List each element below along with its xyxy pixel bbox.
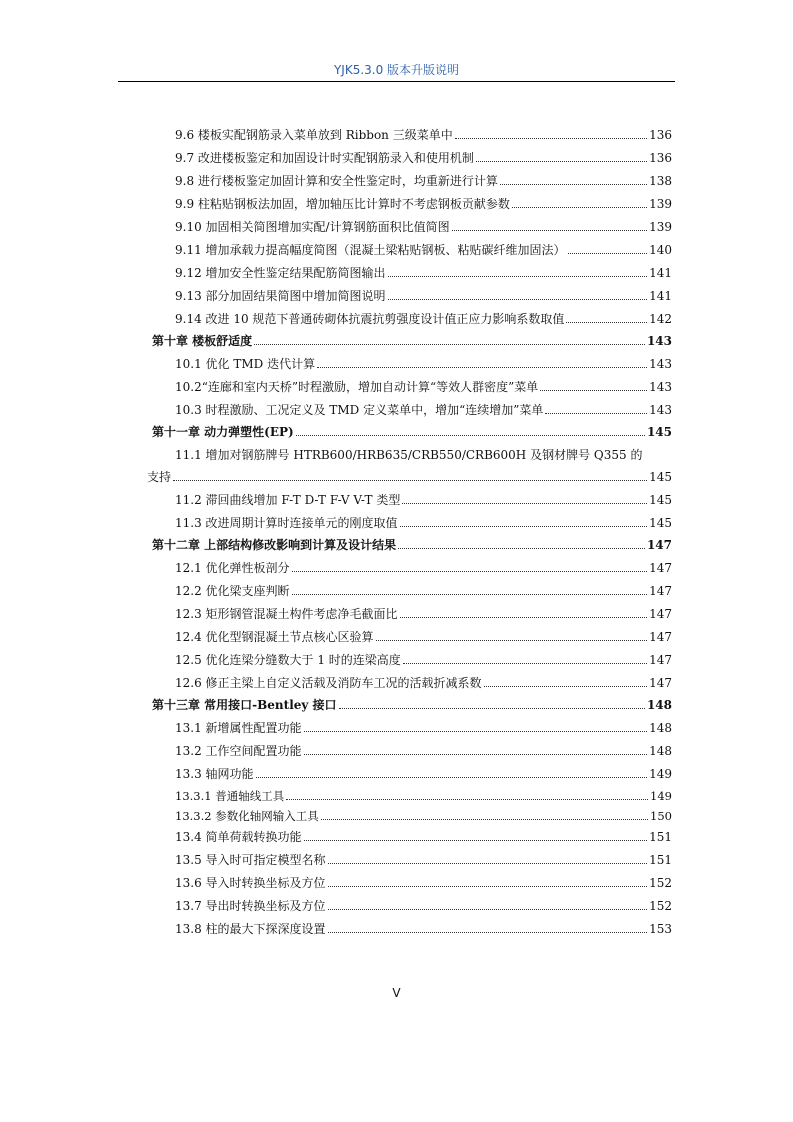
toc-entry-label: 12.3 矩形钢管混凝土构件考虑净毛截面比 (175, 607, 398, 621)
toc-entry[interactable] (0, 191, 672, 211)
toc-subentry[interactable] (0, 783, 672, 803)
toc-entry[interactable] (0, 624, 672, 644)
toc-entry-label: 13.7 导出时转换坐标及方位 (175, 899, 326, 913)
toc-entry-page: 147 (649, 630, 672, 644)
toc-entry-page: 153 (649, 922, 672, 936)
toc-chapter[interactable] (0, 419, 672, 439)
toc-entry-label: 9.14 改进 10 规范下普通砖砌体抗震抗剪强度设计值正应力影响系数取值 (175, 312, 565, 326)
leader-dots (286, 799, 648, 800)
toc-entry-page: 151 (649, 853, 672, 867)
toc-entry-page: 148 (646, 698, 672, 712)
leader-dots (328, 909, 648, 910)
leader-dots (388, 276, 648, 277)
toc-entry-page: 139 (649, 220, 672, 234)
toc-entry-page: 147 (649, 607, 672, 621)
toc-entry-page: 139 (649, 197, 672, 211)
leader-dots (256, 777, 648, 778)
leader-dots (321, 819, 648, 820)
toc-entry[interactable] (0, 487, 672, 507)
toc-entry-page: 143 (649, 357, 672, 371)
toc-entry[interactable] (0, 670, 672, 690)
toc-entry-label: 9.8 进行楼板鉴定加固计算和安全性鉴定时，均重新进行计算 (175, 174, 498, 188)
leader-dots (328, 863, 648, 864)
leader-dots (403, 663, 647, 664)
leader-dots (304, 840, 648, 841)
toc-entry-label: 9.13 部分加固结果简图中增加简图说明 (175, 289, 386, 303)
toc-entry-page: 143 (649, 380, 672, 394)
toc-entry[interactable] (0, 847, 672, 867)
toc-entry-label: 12.5 优化连梁分缝数大于 1 时的连梁高度 (175, 653, 401, 667)
toc-entry[interactable] (0, 122, 672, 142)
toc-chapter[interactable] (0, 328, 672, 348)
toc-entry-page: 145 (649, 493, 672, 507)
leader-dots (296, 435, 645, 436)
toc-entry-label: 10.2“连廊和室内天桥”时程激励，增加自动计算“等效人群密度”菜单 (175, 380, 539, 394)
toc-entry-label: 13.3 轴网功能 (175, 767, 254, 781)
toc-entry-page: 150 (650, 809, 672, 823)
toc-entry-label: 9.6 楼板实配钢筋录入菜单放到 Ribbon 三级菜单中 (175, 128, 453, 142)
toc-entry-label: 10.3 时程激励、工况定义及 TMD 定义菜单中，增加“连续增加”菜单 (175, 403, 544, 417)
leader-dots (328, 886, 648, 887)
leader-dots (173, 480, 647, 481)
toc-chapter[interactable] (0, 692, 672, 712)
leader-dots (455, 138, 647, 139)
leader-dots (512, 207, 647, 208)
toc-entry[interactable] (0, 374, 672, 394)
toc-entry-page: 136 (649, 151, 672, 165)
toc-entry-page: 143 (646, 334, 672, 348)
leader-dots (317, 367, 647, 368)
toc-entry-label: 13.5 导入时可指定模型名称 (175, 853, 326, 867)
toc-entry-page: 147 (649, 561, 672, 575)
toc-entry-page: 148 (649, 721, 672, 735)
toc-entry-page: 138 (649, 174, 672, 188)
toc-entry-page: 145 (649, 470, 672, 484)
toc-entry-page: 142 (649, 312, 672, 326)
toc-chapter[interactable] (0, 532, 672, 552)
toc-entry-page: 152 (649, 899, 672, 913)
leader-dots (292, 571, 648, 572)
toc-entry-label: 12.4 优化型钢混凝土节点核心区验算 (175, 630, 374, 644)
leader-dots (566, 322, 647, 323)
toc-entry-label: 支持 (147, 470, 172, 484)
toc-entry[interactable] (0, 893, 672, 913)
leader-dots (254, 344, 645, 345)
toc-entry-page: 145 (646, 425, 672, 439)
toc-entry-label: 9.12 增加安全性鉴定结果配筋简图输出 (175, 266, 386, 280)
toc-entry-page: 147 (646, 538, 672, 552)
toc-entry-page: 143 (649, 403, 672, 417)
toc-entry[interactable] (0, 168, 672, 188)
toc-entry-label: 13.1 新增属性配置功能 (175, 721, 302, 735)
toc-entry-label: 11.1 增加对钢筋牌号 HTRB600/HRB635/CRB550/CRB600H 及钢材牌号 Q355 的 (175, 448, 643, 462)
toc-entry-page: 152 (649, 876, 672, 890)
toc-entry-label: 12.1 优化弹性板剖分 (175, 561, 290, 575)
leader-dots (484, 686, 648, 687)
leader-dots (339, 708, 645, 709)
toc-entry-page: 141 (649, 289, 672, 303)
toc-entry-label: 12.6 修正主梁上自定义活载及消防车工况的活载折减系数 (175, 676, 482, 690)
toc-entry-label: 13.6 导入时转换坐标及方位 (175, 876, 326, 890)
leader-dots (304, 754, 648, 755)
toc-entry[interactable] (0, 397, 672, 417)
toc-entry-page: 141 (649, 266, 672, 280)
leader-dots (540, 390, 647, 391)
leader-dots (328, 932, 648, 933)
toc-entry-page: 148 (649, 744, 672, 758)
toc-entry-label: 13.3.1 普通轴线工具 (175, 789, 285, 803)
toc-entry[interactable] (0, 647, 672, 667)
toc-entry[interactable] (0, 578, 672, 598)
toc-entry-page: 140 (649, 243, 672, 257)
leader-dots (402, 503, 647, 504)
toc-entry[interactable] (0, 916, 672, 936)
toc-entry[interactable] (0, 306, 672, 326)
toc-entry-label: 11.2 滞回曲线增加 F-T D-T F-V V-T 类型 (175, 493, 401, 507)
toc-entry-label: 10.1 优化 TMD 迭代计算 (175, 357, 316, 371)
header-divider (118, 81, 675, 82)
toc-subentry[interactable] (0, 803, 672, 823)
leader-dots (292, 594, 648, 595)
toc-entry-page: 151 (649, 830, 672, 844)
leader-dots (304, 731, 648, 732)
toc-entry-label: 13.2 工作空间配置功能 (175, 744, 302, 758)
toc-entry[interactable] (0, 601, 672, 621)
toc-entry-continuation[interactable] (0, 464, 672, 484)
toc-entry-label: 13.3.2 参数化轴网输入工具 (175, 809, 319, 823)
leader-dots (400, 617, 648, 618)
leader-dots (545, 413, 647, 414)
toc-entry[interactable] (0, 283, 672, 303)
toc-entry[interactable] (0, 214, 672, 234)
toc-entry[interactable] (0, 761, 672, 781)
toc-entry-page: 147 (649, 653, 672, 667)
leader-dots (388, 299, 648, 300)
leader-dots (376, 640, 648, 641)
toc-entry[interactable] (0, 738, 672, 758)
page-number: V (392, 986, 401, 1000)
toc-entry-page: 147 (649, 676, 672, 690)
toc-entry[interactable] (0, 715, 672, 735)
toc-entry-label: 11.3 改进周期计算时连接单元的刚度取值 (175, 516, 398, 530)
toc-entry-label: 12.2 优化梁支座判断 (175, 584, 290, 598)
leader-dots (452, 230, 648, 231)
toc-entry-label: 9.10 加固相关简图增加实配/计算钢筋面积比值简图 (175, 220, 450, 234)
toc-entry[interactable] (0, 351, 672, 371)
toc-entry[interactable] (0, 260, 672, 280)
toc-entry-label: 9.7 改进楼板鉴定和加固设计时实配钢筋录入和使用机制 (175, 151, 474, 165)
toc-entry-page: 149 (649, 767, 672, 781)
toc-entry-label: 第十二章 上部结构修改影响到计算及设计结果 (152, 538, 397, 552)
leader-dots (500, 184, 647, 185)
toc-entry-label: 第十章 楼板舒适度 (152, 334, 253, 348)
page-header-title: YJK5.3.0 版本升版说明 (333, 63, 460, 77)
toc-entry[interactable] (0, 442, 672, 462)
toc-entry-label: 9.9 柱粘贴钢板法加固，增加轴压比计算时不考虑钢板贡献参数 (175, 197, 510, 211)
leader-dots (568, 253, 648, 254)
toc-entry[interactable] (0, 824, 672, 844)
toc-entry[interactable] (0, 555, 672, 575)
leader-dots (398, 548, 645, 549)
toc-entry-page: 149 (650, 789, 672, 803)
toc-entry[interactable] (0, 145, 672, 165)
toc-entry-page: 136 (649, 128, 672, 142)
toc-entry[interactable] (0, 510, 672, 530)
leader-dots (476, 161, 647, 162)
toc-entry-page: 145 (649, 516, 672, 530)
toc-entry-label: 13.4 简单荷载转换功能 (175, 830, 302, 844)
toc-entry[interactable] (0, 870, 672, 890)
toc-entry-label: 第十三章 常用接口-Bentley 接口 (152, 698, 337, 712)
toc-entry-label: 9.11 增加承载力提高幅度简图（混凝土梁粘贴钢板、粘贴碳纤维加固法） (175, 243, 566, 257)
toc-entry[interactable] (0, 237, 672, 257)
toc-entry-page: 147 (649, 584, 672, 598)
toc-entry-label: 13.8 柱的最大下探深度设置 (175, 922, 326, 936)
toc-entry-label: 第十一章 动力弹塑性(EP) (152, 425, 294, 439)
leader-dots (400, 526, 648, 527)
